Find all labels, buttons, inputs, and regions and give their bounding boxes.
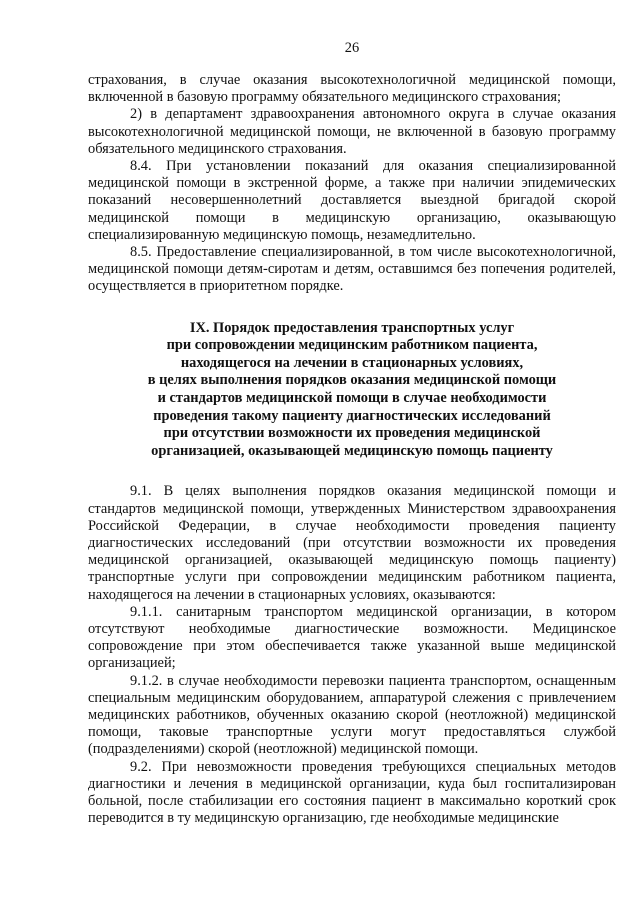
section-heading-line: IX. Порядок предоставления транспортных услуг (189, 319, 515, 336)
section-heading-line: при отсутствии возможности их проведения медицинской (163, 425, 541, 442)
section-heading-line: при сопровождении медицинским работником пациента, (166, 337, 538, 354)
section-heading (88, 320, 616, 461)
paragraph: 8.5. Предоставление специализированной, в том числе высокотехнологичной, медицинской помощи детям-сиротам и детям, оставшимся без попечения родителей, осуществляется в приоритетном порядке. (88, 244, 616, 295)
section-heading-line: проведения такому пациенту диагностических исследований (153, 407, 551, 424)
paragraph: 9.1. В целях выполнения порядков оказания медицинской помощи и стандартов медицинской помощи, утвержденных Министерством здравоохранения Российской Федерации, в случае необходимости проведения пациенту диагностических исследований (при отсутствии возможности их проведения медицинской организацией, оказывающей медицинскую помощь пациенту) транспортные услуги при сопровождении медицинским работником пациента, находящегося на лечении в стационарных условиях, оказываются: (88, 483, 616, 603)
document-body (88, 72, 616, 827)
section-heading-line: и стандартов медицинской помощи в случае необходимости (157, 390, 547, 407)
paragraphs-after-heading (88, 483, 616, 827)
paragraph: страхования, в случае оказания высокотехнологичной медицинской помощи, включенной в базовую программу обязательного медицинского страхования; (88, 72, 616, 106)
section-heading-line: в целях выполнения порядков оказания медицинской помощи (147, 372, 557, 389)
paragraph: 8.4. При установлении показаний для оказания специализированной медицинской помощи в экстренной форме, а также при наличии эпидемических показаний несовершеннолетний доставляется выездной бригадой скорой медицинской помощи в медицинскую организацию, оказывающую специализированную медицинскую помощь, незамедлительно. (88, 158, 616, 243)
section-heading-line: организацией, оказывающей медицинскую помощь пациенту (151, 442, 553, 459)
paragraph: 9.1.1. санитарным транспортом медицинской организации, в котором отсутствуют необходимые диагностические возможности. Медицинское сопровождение при этом обеспечивается также указанной выше медицинской организацией; (88, 603, 616, 672)
paragraph: 9.1.2. в случае необходимости перевозки пациента транспортом, оснащенным специальным медицинским оборудованием, аппаратурой слежения с привлечением медицинских работников, обученных оказанию скорой (неотложной) медицинской помощи, таковые транспортные услуги могут предоставляться службой (подразделениями) скорой (неотложной) медицинской помощи. (88, 672, 616, 758)
paragraph: 9.2. При невозможности проведения требующихся специальных методов диагностики и лечения в медицинской организации, куда был госпитализирован больной, после стабилизации его состояния пациент в максимально короткий срок переводится в ту медицинскую организацию, где необходимые медицинские (88, 758, 616, 827)
section-heading-line: находящегося на лечении в стационарных условиях, (180, 354, 524, 371)
paragraph: 2) в департамент здравоохранения автономного округа в случае оказания высокотехнологичной медицинской помощи, не включенной в базовую программу обязательного медицинского страхования. (88, 106, 616, 157)
page-number: 26 (344, 40, 360, 56)
paragraphs-before-heading (88, 72, 616, 296)
